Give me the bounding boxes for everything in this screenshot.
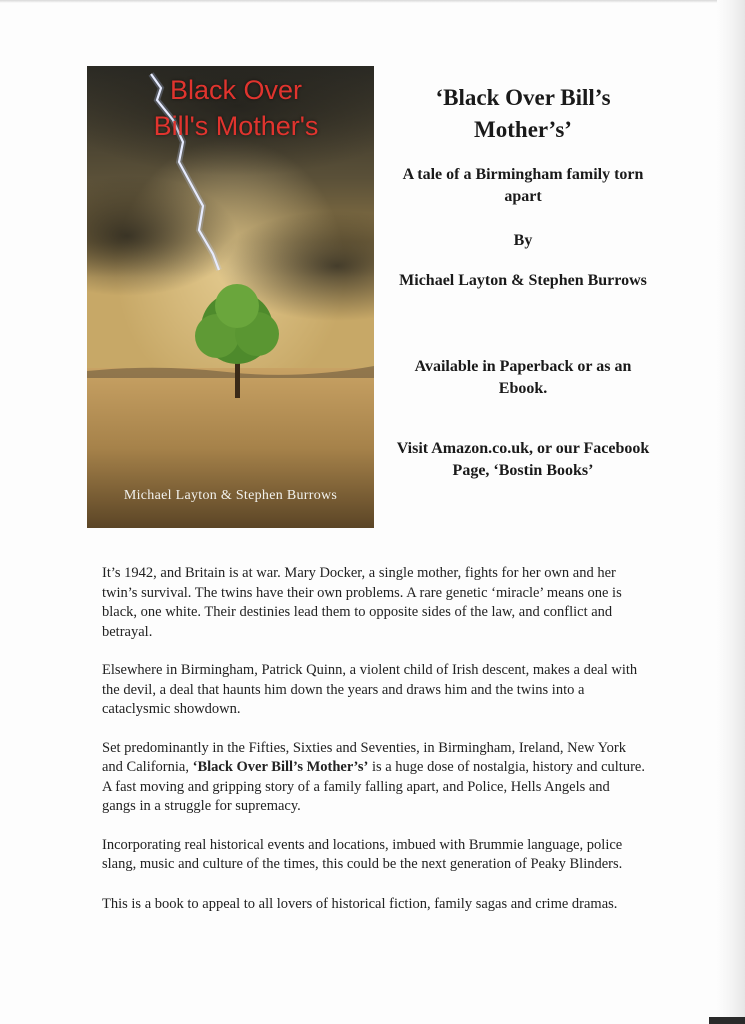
scan-corner <box>709 1017 745 1024</box>
synopsis-book-title: ‘Black Over Bill’s Mother’s’ <box>192 759 369 775</box>
synopsis <box>102 564 647 894</box>
synopsis-paragraph-4: Incorporating real historical events and locations, imbued with Brummie language, police slang, music and culture of the times, this could be the next generation of Peaky Blinders. <box>102 836 623 872</box>
scan-edge <box>0 0 745 3</box>
cover-authors: Michael Layton & Stephen Burrows <box>123 488 338 503</box>
synopsis-paragraph-3 <box>102 739 647 817</box>
synopsis-text: is a huge dose of nostalgia, history and culture. A fast moving and gripping story of a family falling apart, and Police, Hells Angels and gangs in a struggle for supremacy. <box>102 759 645 814</box>
purchase-info: Visit Amazon.co.uk, or our Facebook Page, ‘Bostin Books’ <box>396 440 650 479</box>
by-label: By <box>513 232 533 249</box>
scan-shadow <box>717 0 745 1024</box>
cover-title: Black Over Bill's Mother's <box>153 75 319 141</box>
synopsis-text: Set predominantly in the Fifties, Sixties and Seventies, in Birmingham, Ireland, New York and California, <box>102 739 626 775</box>
book-tagline: A tale of a Birmingham family torn apart <box>402 166 644 205</box>
authors: Michael Layton & Stephen Burrows <box>399 272 647 289</box>
cover-desert <box>87 368 374 528</box>
synopsis-paragraph-2: Elsewhere in Birmingham, Patrick Quinn, a violent child of Irish descent, makes a deal with the devil, a deal that haunts him down the years and draws him and the twins into a cataclysmic showdown. <box>102 662 638 717</box>
book-title: ‘Black Over Bill’s Mother’s’ <box>435 85 611 142</box>
synopsis-paragraph-5-wrap <box>102 895 647 925</box>
synopsis-paragraph-1: It’s 1942, and Britain is at war. Mary Docker, a single mother, fights for her own and her twin’s survival. The twins have their own problems. A rare genetic ‘miracle’ means one is black, one white. Their destinies lead them to opposite sides of the law, and conflict and betrayal. <box>102 565 622 640</box>
synopsis-paragraph-5: This is a book to appeal to all lovers of historical fiction, family sagas and crime dramas. <box>102 896 618 912</box>
availability: Available in Paperback or as an Ebook. <box>414 358 632 397</box>
